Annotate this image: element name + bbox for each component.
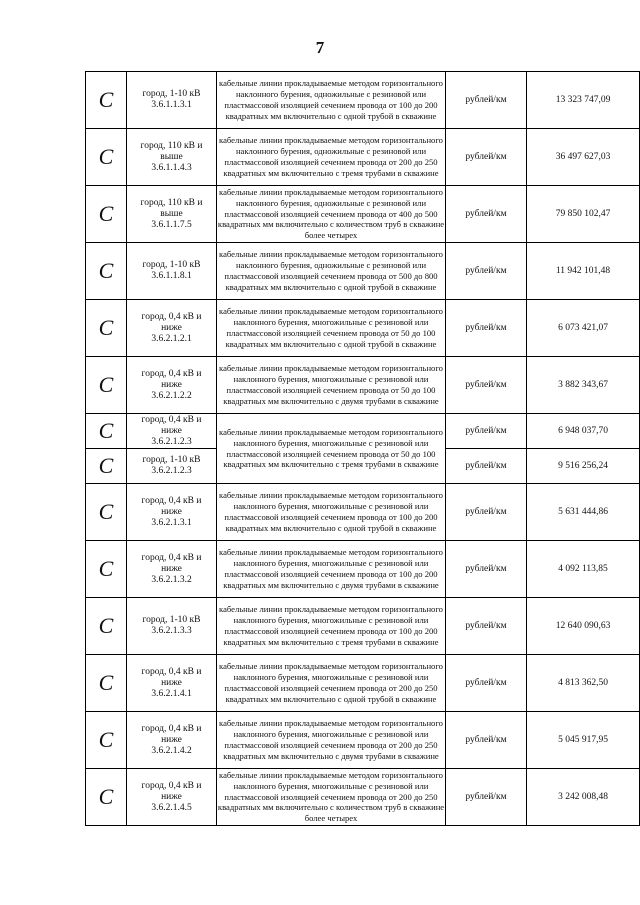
description-cell — [217, 712, 446, 769]
category-symbol: C — [86, 300, 127, 357]
location-line: ниже — [161, 791, 182, 802]
price-cell: 4 092 113,85 — [527, 541, 640, 598]
category-symbol: C — [86, 243, 127, 300]
location-line: город, 0,4 кВ и — [141, 666, 202, 677]
unit-cell: рублей/км — [446, 541, 527, 598]
category-symbol: C — [86, 769, 127, 826]
description-cell — [217, 300, 446, 357]
price-cell: 3 242 008,48 — [527, 769, 640, 826]
location-line: 3.6.2.1.4.2 — [151, 745, 192, 756]
unit-cell: рублей/км — [446, 129, 527, 186]
description-cell — [217, 72, 446, 129]
category-symbol: C — [86, 449, 127, 484]
unit-cell: рублей/км — [446, 72, 527, 129]
price-cell: 79 850 102,47 — [527, 186, 640, 243]
location-line: 3.6.1.1.3.1 — [151, 100, 192, 110]
location-line: город, 110 кВ и — [140, 140, 203, 151]
location-cell — [127, 484, 217, 541]
location-line: город, 0,4 кВ и — [141, 780, 202, 791]
description-text: кабельные линии прокладываемые методом горизонтального наклонного бурения, многожильные с резиновой или пластмассовой изоляцией сечением провода от 100 до 200 квадратных мм включительно с двумя трубами в скважине — [219, 547, 443, 590]
price-cell: 36 497 627,03 — [527, 129, 640, 186]
location-cell — [127, 449, 217, 484]
unit-cell: рублей/км — [446, 484, 527, 541]
table-row — [86, 769, 640, 826]
description-text: кабельные линии прокладываемые методом горизонтального наклонного бурения, многожильные с резиновой или пластмассовой изоляцией сечением провода от 200 до 250 квадратных мм включительно с одной трубой в скважине — [219, 661, 443, 704]
location-line: 3.6.2.1.2.3 — [151, 436, 192, 447]
location-line: выше — [160, 208, 183, 219]
location-line: город, 110 кВ и — [140, 197, 203, 208]
unit-cell: рублей/км — [446, 243, 527, 300]
location-line: город, 0,4 кВ и — [141, 368, 202, 379]
category-symbol: C — [86, 414, 127, 449]
category-symbol: C — [86, 655, 127, 712]
location-cell — [127, 769, 217, 826]
location-line: 3.6.2.1.2.3 — [151, 466, 192, 476]
description-text: кабельные линии прокладываемые методом горизонтального наклонного бурения, одножильные с резиновой или пластмассовой изоляцией сечением провода от 200 до 250 квадратных мм включительно с тремя трубами в скважине — [219, 135, 443, 178]
description-text: кабельные линии прокладываемые методом горизонтального наклонного бурения, одножильные с резиновой или пластмассовой изоляцией сечением провода от 400 до 500 квадратных мм включительно с количеством труб в скважине более четырех — [217, 187, 445, 241]
table-row — [86, 186, 640, 243]
location-line: ниже — [161, 506, 182, 517]
description-cell — [217, 129, 446, 186]
description-text: кабельные линии прокладываемые методом горизонтального наклонного бурения, многожильные с резиновой или пластмассовой изоляцией сечением провода от 200 до 250 квадратных мм включительно с количеством труб в скважине более четырех — [217, 770, 445, 824]
location-line: 3.6.2.1.4.1 — [151, 688, 192, 699]
description-cell — [217, 541, 446, 598]
unit-cell: рублей/км — [446, 300, 527, 357]
description-text: кабельные линии прокладываемые методом горизонтального наклонного бурения, многожильные с резиновой или пластмассовой изоляцией сечением провода от 50 до 100 квадратных мм включительно с тремя трубами в скважине — [219, 426, 443, 470]
location-line: 3.6.1.1.8.1 — [151, 271, 192, 281]
unit-cell: рублей/км — [446, 357, 527, 414]
location-cell — [127, 414, 217, 449]
description-text: кабельные линии прокладываемые методом горизонтального наклонного бурения, многожильные с резиновой или пластмассовой изоляцией сечением провода от 50 до 100 квадратных мм включительно с одной трубой в скважине — [219, 306, 443, 349]
unit-cell: рублей/км — [446, 449, 527, 484]
table-row — [86, 541, 640, 598]
location-cell — [127, 655, 217, 712]
location-line: 3.6.2.1.3.1 — [151, 517, 192, 528]
description-cell — [217, 598, 446, 655]
location-line: ниже — [161, 425, 182, 436]
category-symbol: C — [86, 712, 127, 769]
table-row — [86, 484, 640, 541]
location-cell — [127, 357, 217, 414]
location-line: город, 0,4 кВ и — [141, 311, 202, 322]
location-line: ниже — [161, 677, 182, 688]
location-line: город, 1-10 кВ — [142, 260, 201, 270]
location-line: город, 0,4 кВ и — [141, 414, 202, 425]
location-line: 3.6.1.1.7.5 — [151, 219, 192, 230]
description-text: кабельные линии прокладываемые методом горизонтального наклонного бурения, многожильные с резиновой или пластмассовой изоляцией сечением провода от 200 до 250 квадратных мм включительно с двумя трубами в скважине — [219, 718, 443, 761]
description-text: кабельные линии прокладываемые методом горизонтального наклонного бурения, многожильные с резиновой или пластмассовой изоляцией сечением провода от 50 до 100 квадратных мм включительно с двумя трубами в скважине — [219, 363, 443, 406]
unit-cell: рублей/км — [446, 655, 527, 712]
description-cell — [217, 414, 446, 484]
unit-cell: рублей/км — [446, 712, 527, 769]
price-cell: 5 045 917,95 — [527, 712, 640, 769]
unit-cell: рублей/км — [446, 414, 527, 449]
location-cell — [127, 598, 217, 655]
location-line: ниже — [161, 379, 182, 390]
table-row — [86, 357, 640, 414]
location-cell — [127, 300, 217, 357]
description-text: кабельные линии прокладываемые методом горизонтального наклонного бурения, одножильные с резиновой или пластмассовой изоляцией сечением провода от 500 до 800 квадратных мм включительно с одной трубой в скважине — [219, 249, 443, 292]
location-line: ниже — [161, 322, 182, 333]
location-line: 3.6.2.1.4.5 — [151, 802, 192, 813]
page-number: 7 — [315, 38, 325, 57]
unit-cell: рублей/км — [446, 769, 527, 826]
price-cell: 6 948 037,70 — [527, 414, 640, 449]
table-row — [86, 300, 640, 357]
category-symbol: C — [86, 72, 127, 129]
description-cell — [217, 655, 446, 712]
description-cell — [217, 769, 446, 826]
location-line: 3.6.2.1.2.1 — [151, 333, 192, 344]
table-row — [86, 129, 640, 186]
description-cell — [217, 484, 446, 541]
price-cell: 12 640 090,63 — [527, 598, 640, 655]
price-cell: 3 882 343,67 — [527, 357, 640, 414]
price-cell: 11 942 101,48 — [527, 243, 640, 300]
location-cell — [127, 243, 217, 300]
location-cell — [127, 541, 217, 598]
description-text: кабельные линии прокладываемые методом горизонтального наклонного бурения, многожильные с резиновой или пластмассовой изоляцией сечением провода от 100 до 200 квадратных мм включительно с тремя трубами в скважине — [219, 604, 443, 647]
category-symbol: C — [86, 129, 127, 186]
location-line: город, 1-10 кВ — [142, 89, 201, 99]
location-line: город, 0,4 кВ и — [141, 723, 202, 734]
rates-table-body — [86, 72, 640, 826]
location-line: 3.6.1.1.4.3 — [151, 162, 192, 173]
description-text: кабельные линии прокладываемые методом горизонтального наклонного бурения, одножильные с резиновой или пластмассовой изоляцией сечением провода от 100 до 200 квадратных мм включительно с одной трубой в скважине — [219, 78, 443, 121]
table-row — [86, 414, 640, 449]
description-text: кабельные линии прокладываемые методом горизонтального наклонного бурения, многожильные с резиновой или пластмассовой изоляцией сечением провода от 100 до 200 квадратных мм включительно с одной трубой в скважине — [219, 490, 443, 533]
location-line: 3.6.2.1.3.2 — [151, 574, 192, 585]
unit-cell: рублей/км — [446, 598, 527, 655]
table-row — [86, 243, 640, 300]
table-row — [86, 655, 640, 712]
price-cell: 4 813 362,50 — [527, 655, 640, 712]
location-line: ниже — [161, 734, 182, 745]
table-row — [86, 712, 640, 769]
price-cell: 13 323 747,09 — [527, 72, 640, 129]
category-symbol: C — [86, 484, 127, 541]
category-symbol: C — [86, 186, 127, 243]
table-row — [86, 72, 640, 129]
location-line: выше — [160, 151, 183, 162]
location-cell — [127, 712, 217, 769]
location-line: город, 1-10 кВ — [142, 455, 201, 465]
category-symbol: C — [86, 357, 127, 414]
location-line: 3.6.2.1.3.3 — [151, 626, 192, 636]
price-cell: 9 516 256,24 — [527, 449, 640, 484]
unit-cell: рублей/км — [446, 186, 527, 243]
location-cell — [127, 186, 217, 243]
location-line: ниже — [161, 563, 182, 574]
description-cell — [217, 357, 446, 414]
category-symbol: C — [86, 598, 127, 655]
location-cell — [127, 72, 217, 129]
table-row — [86, 598, 640, 655]
rates-table — [85, 71, 640, 826]
description-cell — [217, 243, 446, 300]
location-line: город, 0,4 кВ и — [141, 495, 202, 506]
location-line: 3.6.2.1.2.2 — [151, 390, 192, 401]
category-symbol: C — [86, 541, 127, 598]
price-cell: 6 073 421,07 — [527, 300, 640, 357]
price-cell: 5 631 444,86 — [527, 484, 640, 541]
location-line: город, 1-10 кВ — [142, 615, 201, 625]
location-line: город, 0,4 кВ и — [141, 552, 202, 563]
location-cell — [127, 129, 217, 186]
description-cell — [217, 186, 446, 243]
